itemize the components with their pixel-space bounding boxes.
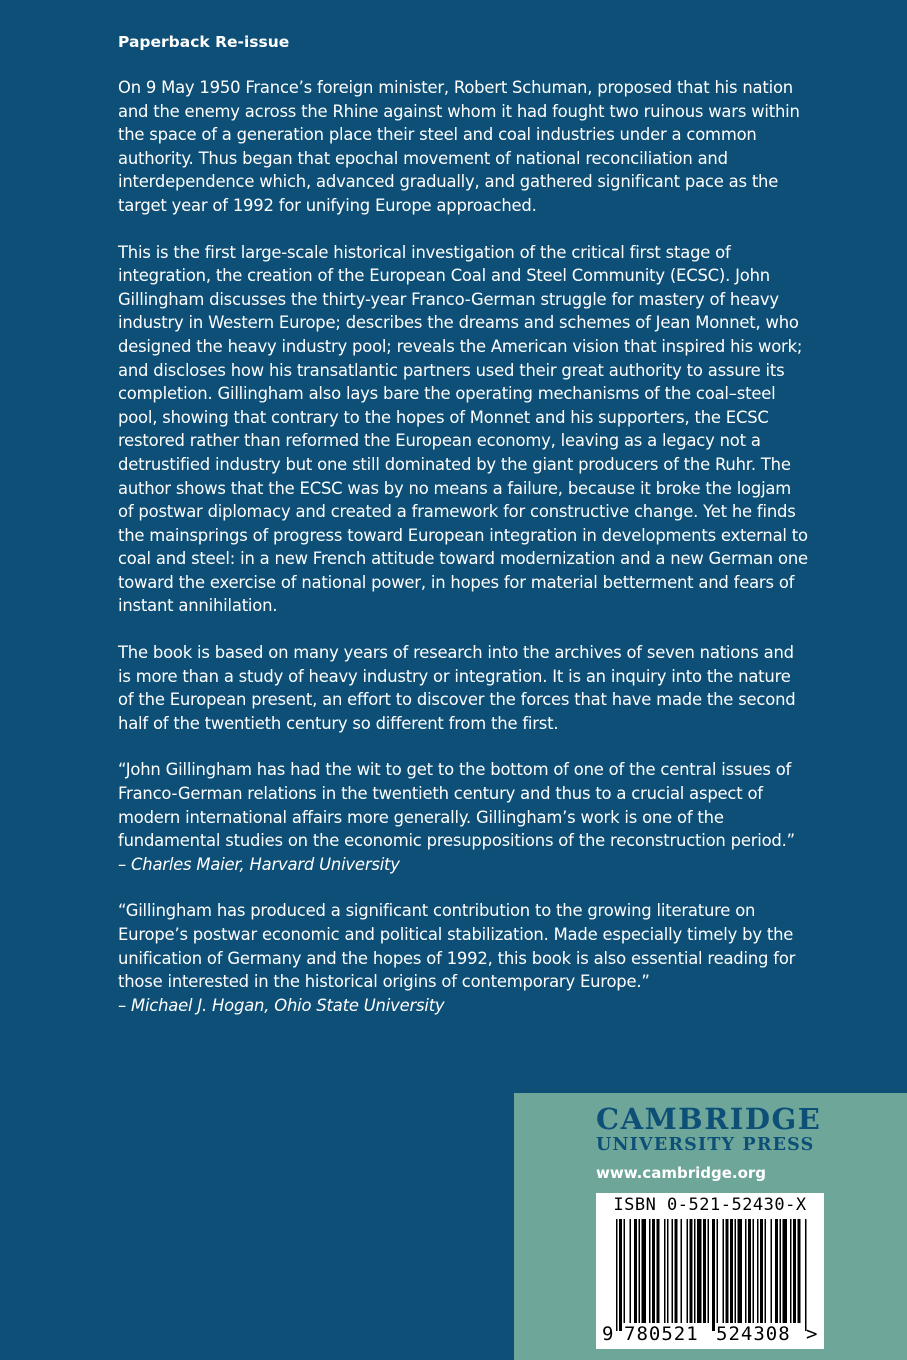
barcode-bar [630, 1219, 632, 1323]
barcode-bar [723, 1219, 725, 1323]
barcode-bar [697, 1219, 702, 1323]
barcode-bar [649, 1219, 651, 1323]
barcode-bar [642, 1219, 647, 1323]
barcode-bar [730, 1219, 733, 1323]
blurb-paragraph: This is the first large-scale historical investigation of the critical first stage of integration, the creation of the European Coal and Steel Community (ECSC). John Gillingham discusses the thirty-year Franco-German struggle for mastery of heavy industry in Western Europe; describes the dreams and schemes of Jean Monnet, who designed the heavy industry pool; reveals the American vision that inspired his work; and discloses how his transatlantic partners used their great authority to assure its completion. Gillingham also lays bare the operating mechanisms of the coal–steel pool, showing that contrary to the hopes of Monnet and his supporters, the ECSC restored rather than reformed the European economy, leaving as a legacy not a detrustified industry but one still dominated by the giant producers of the Ruhr. The author shows that the ECSC was by no means a failure, because it broke the logjam of postwar diplomacy and created a framework for constructive change. Yet he finds the mainsprings of progress toward European integration in developments external to coal and steel: in a new French attitude toward modernization and a new German one toward the exercise of national power, in hopes for material betterment and fears of instant annihilation. [118, 242, 808, 616]
barcode-bar [639, 1219, 641, 1323]
barcode-lead-digit: 9 [602, 1323, 614, 1345]
barcode-bar [681, 1219, 683, 1323]
quote-attribution: – Michael J. Hogan, Ohio State University [118, 995, 445, 1015]
barcode-bar [790, 1219, 792, 1323]
barcode-bar [775, 1219, 778, 1323]
publisher-name: CAMBRIDGE [596, 1102, 822, 1136]
publisher-url: www.cambridge.org [596, 1164, 767, 1182]
barcode-bar [805, 1219, 807, 1331]
blurb-paragraph: On 9 May 1950 France’s foreign minister, Robert Schuman, proposed that his nation and the enemy across the Rhine against whom it had fought two ruinous wars within the space of a generation place their steel and coal industries under a common authority. Thus began that epochal movement of national reconciliation and interdependence which, advanced gradually, and gathered significant pace as the target year of 1992 for unifying Europe approached. [118, 78, 800, 215]
blurb [118, 76, 808, 735]
barcode-bar [652, 1219, 655, 1323]
barcode-bar [712, 1219, 715, 1331]
barcode-bar [664, 1219, 666, 1323]
barcode-bar [738, 1219, 743, 1323]
blurb-paragraph: The book is based on many years of research into the archives of seven nations and is more than a study of heavy industry or integration. It is an inquiry into the nature of the European present, an effort to discover the forces that have made the second half of the twentieth century so different from the first. [118, 643, 796, 733]
barcode-bar [672, 1219, 674, 1323]
publisher-panel [514, 1093, 907, 1360]
barcode-bar [757, 1219, 759, 1323]
barcode-bar [735, 1219, 737, 1323]
barcode-bar [760, 1219, 763, 1323]
barcode-bar [783, 1219, 788, 1323]
barcode-bar [675, 1219, 678, 1323]
barcode-bar [765, 1219, 767, 1323]
barcode-bar [780, 1219, 782, 1323]
barcode-bar [703, 1219, 706, 1323]
barcode-bar [619, 1219, 622, 1331]
isbn-number: ISBN 0-521-52430-X [613, 1195, 807, 1215]
barcode-bar [616, 1219, 618, 1331]
barcode-group-2: 524308 [716, 1323, 791, 1345]
barcode-bar [624, 1219, 626, 1323]
edition-label: Paperback Re-issue [118, 33, 290, 51]
barcode-bar [687, 1219, 689, 1323]
barcode-bar [634, 1219, 637, 1323]
publisher-subname: UNIVERSITY PRESS [596, 1135, 815, 1155]
barcode-bar [694, 1219, 696, 1323]
barcode-bar [798, 1219, 801, 1323]
barcode-bar [748, 1219, 751, 1323]
barcode-bar [657, 1219, 660, 1323]
barcode-bar [745, 1219, 747, 1323]
barcode-bar [717, 1219, 719, 1323]
back-cover-text [118, 30, 808, 1040]
quote-text: “John Gillingham has had the wit to get to the bottom of one of the central issues of Franco-German relations in the twentieth century and thus to a crucial aspect of modern international affairs more generally. Gillingham’s work is one of the fundamental studies on the economic presuppositions of the reconstruction period.” [118, 760, 795, 851]
isbn-barcode [596, 1193, 824, 1349]
barcode-bar [753, 1219, 755, 1323]
barcode-bar [726, 1219, 729, 1323]
barcode-bar [690, 1219, 693, 1323]
barcode-end-mark: > [806, 1323, 818, 1345]
quote-attribution: – Charles Maier, Harvard University [118, 854, 400, 874]
barcode-bar [793, 1219, 796, 1323]
barcode-bar [771, 1219, 773, 1323]
publisher-logo [596, 1103, 821, 1155]
review-quote [118, 758, 808, 876]
review-quote [118, 899, 808, 1017]
barcode-bar [708, 1219, 710, 1323]
quote-text: “Gillingham has produced a significant contribution to the growing literature on Europe’s postwar economic and political stabilization. Made especially timely by the unification of Germany and the hopes of 1992, this book is also essential reading for those interested in the historical origins of contemporary Europe.” [118, 901, 796, 992]
barcode-group-1: 780521 [624, 1323, 699, 1345]
barcode-bar [667, 1219, 669, 1323]
